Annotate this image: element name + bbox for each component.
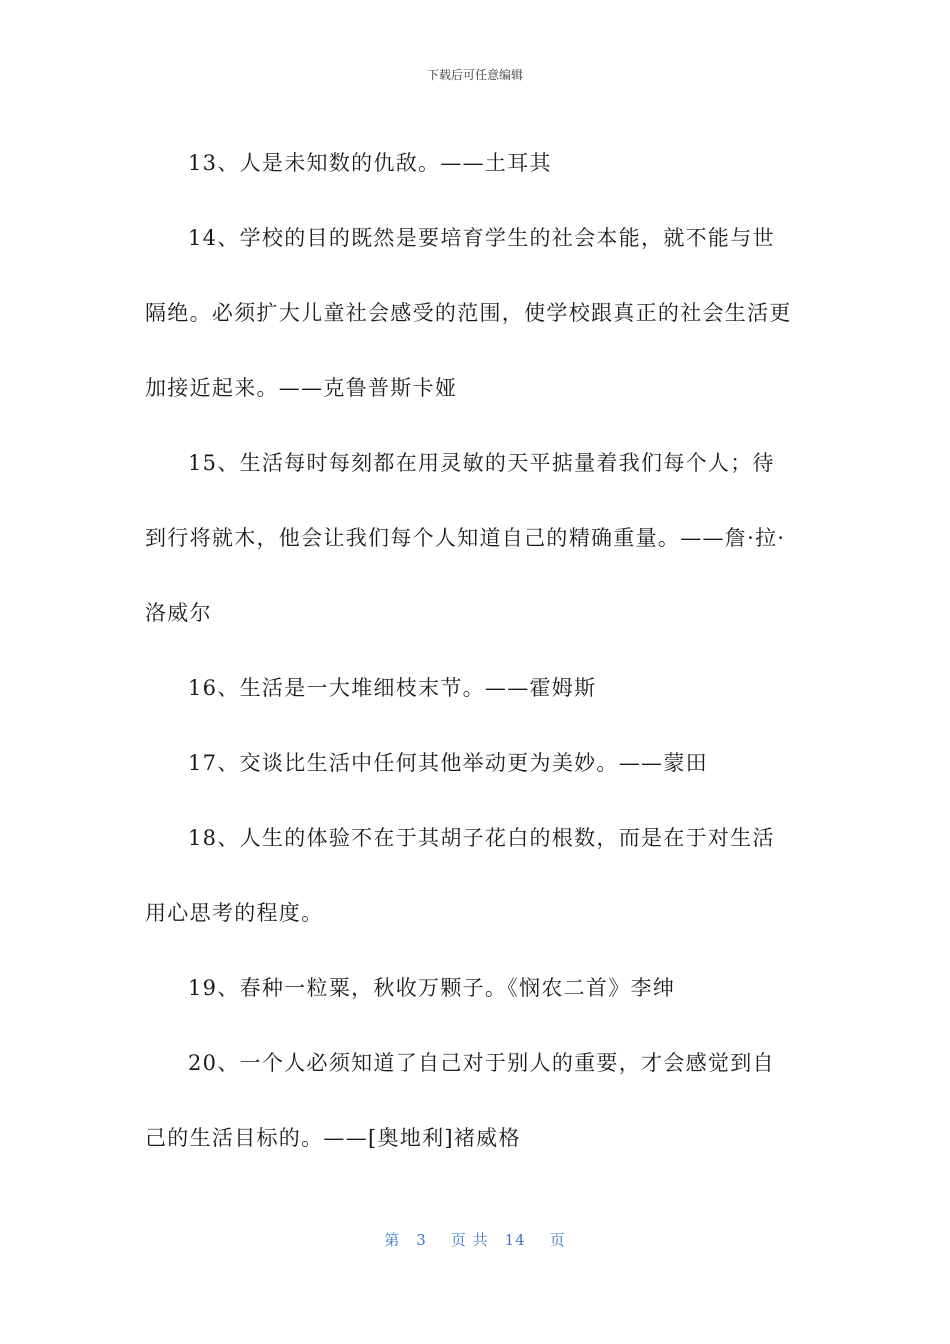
header-note: 下载后可任意编辑 <box>426 68 523 82</box>
quote-paragraph-20: 20、一个人必须知道了自己对于别人的重要，才会感觉到自己的生活目标的。——[奥地利]褚威格 <box>145 1051 775 1150</box>
quote-paragraph-13: 13、人是未知数的仇敌。——土耳其 <box>188 151 552 175</box>
quote-paragraph-17: 17、交谈比生活中任何其他举动更为美妙。——蒙田 <box>188 751 708 775</box>
footer-suffix: 页 <box>549 1231 566 1249</box>
quote-paragraph-19: 19、春种一粒粟，秋收万颗子。《悯农二首》李绅 <box>188 976 676 1000</box>
quote-paragraph-18: 18、人生的体验不在于其胡子花白的根数，而是在于对生活用心思考的程度。 <box>145 826 775 925</box>
page-footer <box>0 1229 950 1250</box>
quote-paragraph-16: 16、生活是一大堆细枝末节。——霍姆斯 <box>188 676 597 700</box>
quote-paragraph-14: 14、学校的目的既然是要培育学生的社会本能，就不能与世隔绝。必须扩大儿童社会感受的范围，使学校跟真正的社会生活更加接近起来。——克鲁普斯卡娅 <box>145 226 792 400</box>
quote-paragraph-15: 15、生活每时每刻都在用灵敏的天平掂量着我们每个人；待到行将就木，他会让我们每个人知道自己的精确重量。——詹·拉·洛威尔 <box>145 451 786 625</box>
footer-total-pages: 14 <box>504 1231 526 1249</box>
footer-current-page: 3 <box>416 1231 427 1249</box>
document-body <box>145 126 795 1176</box>
footer-prefix: 第 <box>384 1231 401 1249</box>
footer-middle: 页 共 <box>450 1231 489 1249</box>
